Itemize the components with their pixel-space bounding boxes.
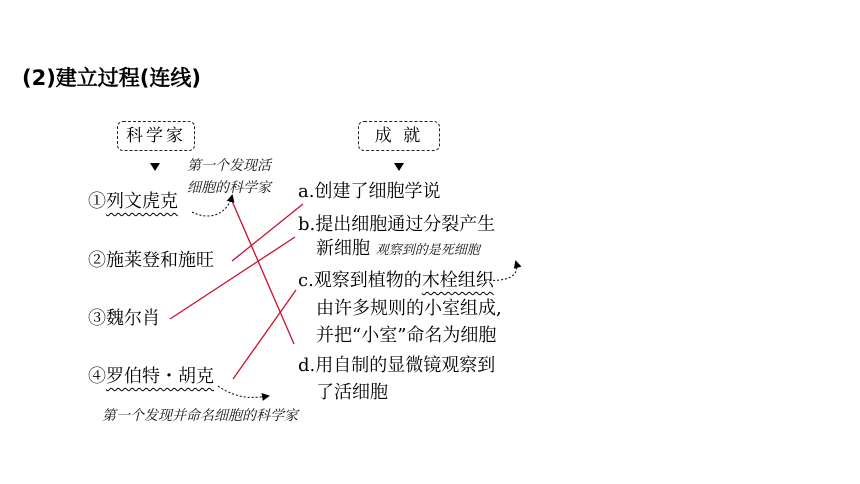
scientist-name: 施莱登和施旺 [106, 250, 214, 271]
first-discover-note-line1: 第一个发现活 [187, 158, 271, 174]
scientist-name: 魏尔肖 [106, 308, 160, 329]
achievement-d-line1: d.用自制的显微镜观察到 [298, 355, 496, 376]
scientist-header-label: 科学家 [126, 126, 186, 146]
annotation-arrow-3 [485, 262, 517, 280]
achievement-d-line2: 了活细胞 [316, 382, 388, 403]
scientist-number: ④ [88, 366, 106, 387]
scientist-number: ③ [88, 308, 106, 329]
achievement-b-line1: b.提出细胞通过分裂产生 [298, 214, 496, 235]
annotation-arrow-1 [192, 196, 232, 216]
connection-line-2-a [232, 204, 303, 261]
annotation-arrow-2 [218, 386, 268, 397]
achievement-header-label: 成 就 [374, 126, 424, 146]
scientist-name: 列文虎克 [106, 191, 178, 212]
scientist-name: 罗伯特・胡克 [106, 366, 214, 387]
connection-line-4-c [233, 290, 296, 379]
achievement-a-text: a.创建了细胞学说 [298, 181, 441, 202]
scientist-number: ① [88, 191, 106, 212]
cork-tissue-text: 木栓组织 [421, 270, 494, 291]
connection-line-3-b [170, 237, 295, 319]
scientist-down-arrow [150, 163, 160, 171]
achievement-b-text: 新细胞 [316, 238, 370, 259]
achievement-c-line3: 并把“小室”命名为细胞 [316, 325, 497, 346]
achievement-c-line2: 由许多规则的小室组成, [316, 298, 502, 319]
first-name-note: 第一个发现并命名细胞的科学家 [102, 408, 298, 424]
scientist-number: ② [88, 250, 106, 271]
dead-cell-note: 观察到的是死细胞 [375, 243, 480, 258]
section-title: (2)建立过程(连线) [22, 66, 202, 90]
achievement-c-text: c.观察到植物的 [298, 270, 422, 291]
first-discover-note-line2: 细胞的科学家 [187, 180, 271, 196]
achievement-down-arrow [394, 163, 404, 171]
